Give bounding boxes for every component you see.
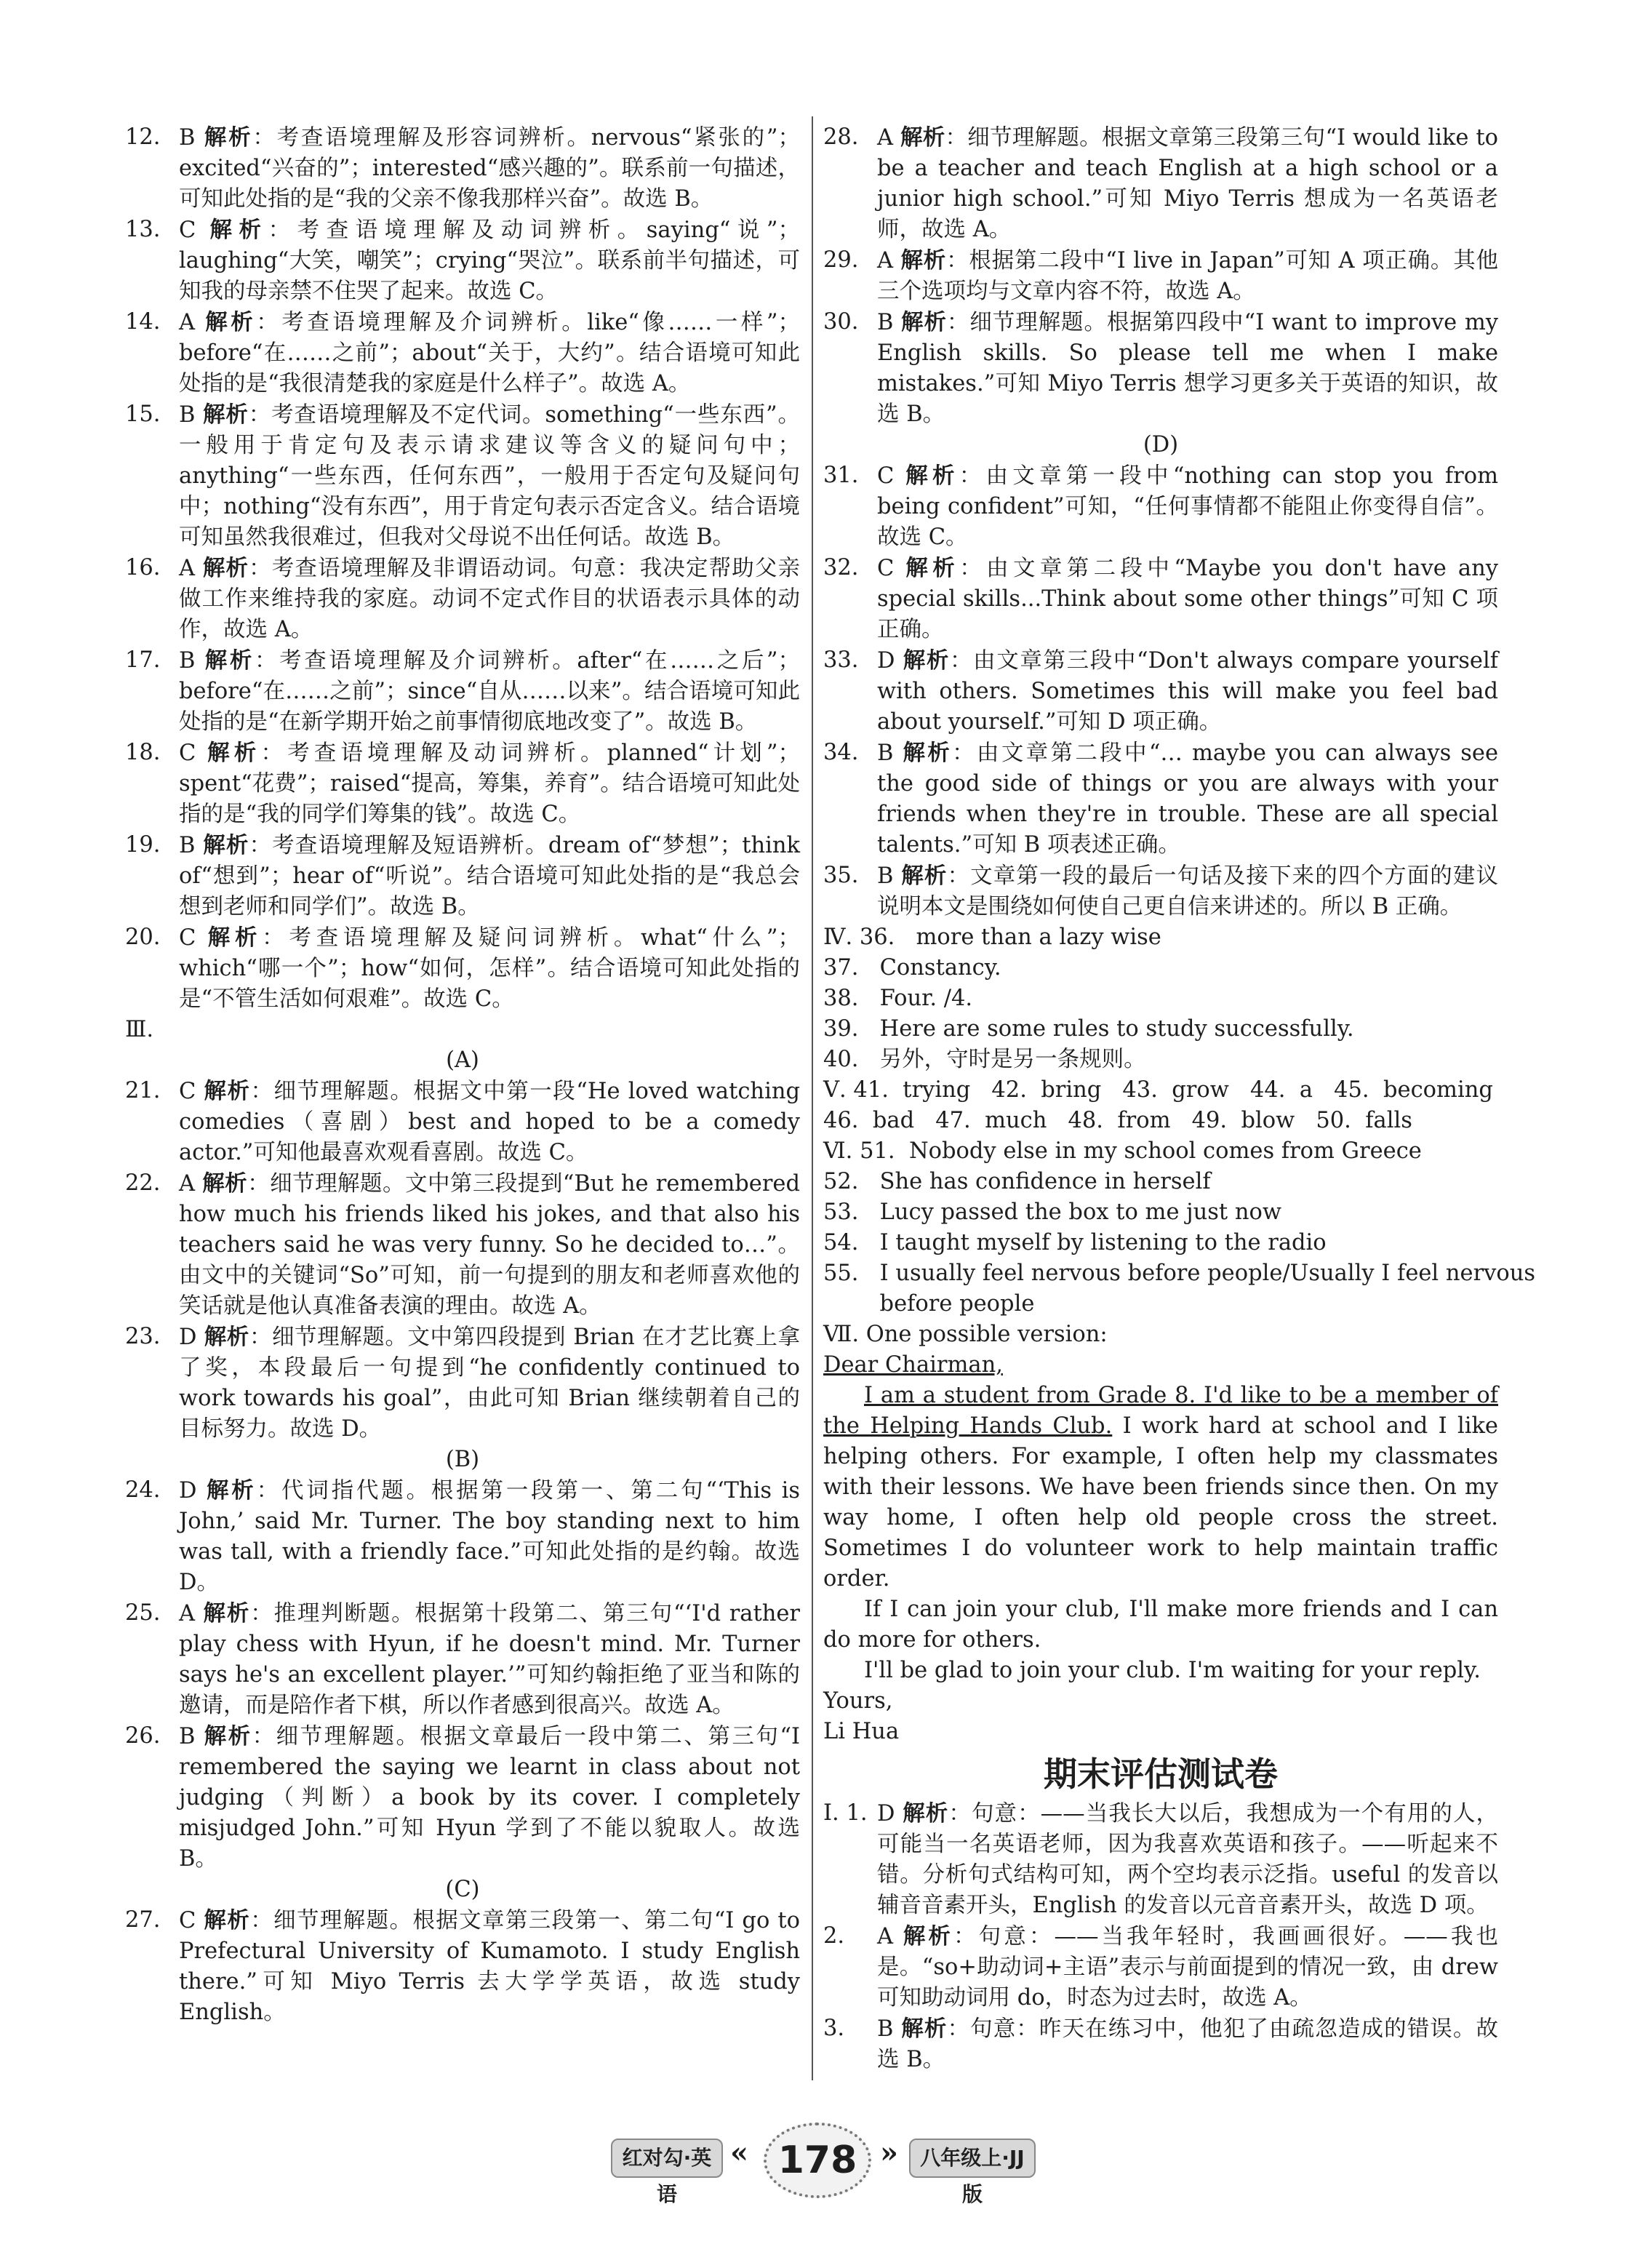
passage-label: (A) (446, 1047, 479, 1073)
answer-explanation: C 解析：细节理解题。根据文中第一段“He loved watching comedies（喜剧）best and hoped to be a comedy actor.”可知他最喜欢观看喜剧。故选 C。 (179, 1078, 800, 1165)
answer-explanation: C 解析：由文章第二段中“Maybe you don't have any special skills...Think about some other things”可知 C 项正确。 (877, 555, 1498, 642)
right-column (823, 122, 1536, 2075)
answer-entry (125, 1721, 800, 1874)
question-number: 28. (823, 124, 859, 150)
answer-explanation: B 解析：由文章第二段中“… maybe you can always see the good side of things or you are always with your friends when they're in trouble. These are all special talents.”可知 B 项表述正确。 (877, 740, 1499, 858)
question-number: 24. (125, 1477, 161, 1503)
answer-entry (125, 122, 800, 215)
answer-explanation: A 解析：考查语境理解及介词辨析。like“像……一样”；before“在……之前”；about“关于，大约”。结合语境可知此处指的是“我很清楚我的家庭是什么样子”。故选 A。 (179, 309, 801, 396)
answer-entry (823, 553, 1498, 645)
question-number: 17. (125, 647, 161, 673)
question-number: 13. (125, 217, 161, 242)
answer-explanation: D 解析：细节理解题。文中第四段提到 Brian 在才艺比赛上拿了奖，本段最后一句提到“he confidently continued to work towards his goal”，由此可知 Brian 继续朝着自己的目标努力。故选 D。 (179, 1324, 801, 1442)
question-number: 19. (125, 832, 161, 858)
answer-line: Ⅳ. 36. more than a lazy wise (823, 925, 1161, 950)
answer-entry (823, 645, 1498, 738)
answer-entry (823, 1798, 1498, 1921)
answer-entry (823, 1921, 1498, 2013)
question-number: 16. (125, 555, 161, 580)
answer-entry (125, 830, 800, 922)
answer-entry (125, 1905, 800, 2028)
answer-entry (125, 1322, 800, 1445)
answer-line: Ⅶ. One possible version: (823, 1322, 1108, 1347)
letter-paragraph: I'll be glad to join your club. I'm waiting for your reply. (864, 1658, 1481, 1683)
passage-label: (C) (445, 1877, 480, 1902)
question-number: 32. (823, 555, 859, 580)
answer-entry (125, 1475, 800, 1598)
answer-explanation: A 解析：推理判断题。根据第十段第二、第三句“‘I'd rather play chess with Hyun, if he doesn't mind. Mr. Turner says he's an excellent player.’”可知约翰拒绝了亚当和陈的邀请，而是陪作者下棋，所以作者感到很高兴。故选 A。 (179, 1600, 800, 1718)
answer-line: 46. bad 47. much 48. from 49. blow 50. falls (823, 1108, 1412, 1133)
answer-entry (125, 922, 800, 1015)
answer-explanation: B 解析：考查语境理解及形容词辨析。nervous“紧张的”；excited“兴奋的”；interested“感兴趣的”。联系前一句描述，可知此处指的是“我的父亲不像我那样兴奋”。故选 B。 (179, 124, 801, 212)
passage-label: (D) (1143, 432, 1179, 458)
question-number: 26. (125, 1723, 161, 1749)
answer-explanation: B 解析：考查语境理解及介词辨析。after“在……之后”；before“在……之前”；since“自从……以来”。结合语境可知此处指的是“在新学期开始之前事情彻底地改变了”。故选 B。 (179, 647, 801, 735)
answer-explanation: B 解析：文章第一段的最后一句话及接下来的四个方面的建议说明本文是围绕如何使自己更自信来讲述的。所以 B 正确。 (877, 863, 1499, 919)
question-number: 12. (125, 124, 161, 150)
footer-book-title: 红对勾·英语 (611, 2139, 723, 2178)
answer-entry (125, 738, 800, 830)
answer-explanation: A 解析：根据第二段中“I live in Japan”可知 A 项正确。其他三个选项均与文章内容不符，故选 A。 (877, 247, 1498, 304)
answer-explanation: B 解析：考查语境理解及短语辨析。dream of“梦想”；think of“想到”；hear of“听说”。结合语境可知此处指的是“我总会想到老师和同学们”。故选 B。 (179, 832, 801, 919)
answer-explanation: D 解析：句意：——当我长大以后，我想成为一个有用的人，可能当一名英语老师，因为我喜欢英语和孩子。——听起来不错。分析句式结构可知，两个空均表示泛指。useful 的发音以辅音音素开头，English 的发音以元音音素开头，故选 D 项。 (877, 1800, 1499, 1918)
answer-entry (125, 1598, 800, 1721)
footer-right-guillemet: » (880, 2136, 898, 2170)
answer-entry (125, 307, 800, 399)
answer-explanation: C 解析：由文章第一段中“nothing can stop you from being confident”可知，“任何事情都不能阻止你变得自信”。故选 C。 (877, 463, 1498, 550)
answer-entry (823, 738, 1498, 861)
answer-explanation: A 解析：句意：——当我年轻时，我画画很好。——我也是。“so+助动词+主语”表示与前面提到的情况一致，由 drew 可知助动词用 do，时态为过去时，故选 A。 (877, 1923, 1499, 2011)
question-number: 34. (823, 740, 859, 765)
question-number: 20. (125, 925, 161, 950)
answer-explanation: A 解析：细节理解题。根据文章第三段第三句“I would like to be a teacher and teach English at a high school or a junior high school.”可知 Miyo Terris 想成为一名英语老师，故选 A。 (877, 124, 1498, 242)
answer-line: 38. Four. /4. (823, 986, 973, 1011)
question-number: 27. (125, 1907, 161, 1933)
answer-line: 39. Here are some rules to study successfully. (823, 1016, 1354, 1042)
letter-paragraph: I am a student from Grade 8. I'd like to be a member of the Helping Hands Club. I work hard at school and I like helping others. For example, I often help my classmates with their lessons. We have been friends since then. On my way home, I often help old people cross the street. Sometimes I do volunteer work to help maintain traffic order. (823, 1383, 1498, 1592)
answer-line: 40. 另外，守时是另一条规则。 (823, 1047, 1146, 1072)
footer-left-guillemet: « (730, 2136, 748, 2170)
question-number: 15. (125, 402, 161, 427)
answer-explanation: B 解析：细节理解题。根据第四段中“I want to improve my English skills. So please tell me when I make mistakes.”可知 Miyo Terris 想学习更多关于英语的知识，故选 B。 (877, 309, 1499, 427)
answer-line: 55. I usually feel nervous before people/Usually I feel nervous (823, 1261, 1536, 1286)
answer-line: 54. I taught myself by listening to the radio (823, 1230, 1327, 1255)
question-number: 22. (125, 1170, 161, 1196)
answer-entry (125, 399, 800, 553)
question-number: 25. (125, 1600, 161, 1626)
answer-entry (823, 122, 1498, 245)
answer-entry (125, 1168, 800, 1322)
question-number: 31. (823, 463, 859, 488)
answer-line: Ⅵ. 51. Nobody else in my school comes from Greece (823, 1138, 1422, 1164)
answer-entry (823, 460, 1498, 553)
answer-line: Ⅴ. 41. trying 42. bring 43. grow 44. a 45. becoming (823, 1077, 1493, 1103)
question-number: 33. (823, 647, 859, 673)
answer-explanation: D 解析：代词指代题。根据第一段第一、第二句“‘This is John,’ said Mr. Turner. The boy standing next to him was tall, with a friendly face.”可知此处指的是约翰。故选 D。 (179, 1477, 800, 1595)
answer-line: Li Hua (823, 1719, 900, 1744)
answer-line: 52. She has confidence in herself (823, 1169, 1211, 1194)
answer-entry (823, 245, 1498, 307)
footer-grade-edition: 八年级上·JJ版 (909, 2139, 1036, 2178)
question-number: 14. (125, 309, 161, 335)
answer-explanation: A 解析：考查语境理解及非谓语动词。句意：我决定帮助父亲做工作来维持我的家庭。动词不定式作目的状语表示具体的动作，故选 A。 (179, 555, 801, 642)
answer-explanation: C 解析：考查语境理解及疑问词辨析。what“什么”；which“哪一个”；how“如何，怎样”。结合语境可知此处指的是“不管生活如何艰难”。故选 C。 (179, 925, 801, 1012)
question-number: 23. (125, 1324, 161, 1349)
question-number: 29. (823, 247, 859, 273)
answer-explanation: B 解析：考查语境理解及不定代词。something“一些东西”。一般用于肯定句及表示请求建议等含义的疑问句中；anything“一些东西，任何东西”，一般用于否定句及疑问句中；nothing“没有东西”，用于肯定句表示否定含义。结合语境可知虽然我很难过，但我对父母说不出任何话。故选 B。 (179, 402, 800, 550)
answer-explanation: C 解析：考查语境理解及动词辨析。planned“计划”；spent“花费”；raised“提高，筹集，养育”。结合语境可知此处指的是“我的同学们筹集的钱”。故选 C。 (179, 740, 800, 827)
answer-entry (823, 307, 1498, 430)
answer-explanation: A 解析：细节理解题。文中第三段提到“But he remembered how much his friends liked his jokes, and that also his teachers said he was very funny. So he decided to…”。由文中的关键词“So”可知，前一句提到的朋友和老师喜欢他的笑话就是他认真准备表演的理由。故选 A。 (179, 1170, 800, 1319)
answer-entry (125, 645, 800, 738)
answer-explanation: C 解析：细节理解题。根据文章第三段第一、第二句“I go to Prefectural University of Kumamoto. I study English there.”可知 Miyo Terris 去大学学英语，故选 study English。 (179, 1907, 801, 2025)
passage-label: (B) (445, 1447, 480, 1472)
answer-line: 53. Lucy passed the box to me just now (823, 1199, 1282, 1225)
answer-entry (125, 1076, 800, 1168)
answer-line: 37. Constancy. (823, 955, 1001, 981)
answer-explanation: B 解析：句意：昨天在练习中，他犯了由疏忽造成的错误。故选 B。 (877, 2016, 1499, 2072)
answer-line: Yours, (823, 1688, 893, 1714)
page-number: 178 (764, 2123, 871, 2198)
answer-explanation: D 解析：由文章第三段中“Don't always compare yourself with others. Sometimes this will make you feel bad about yourself.”可知 D 项正确。 (877, 647, 1499, 735)
letter-salutation: Dear Chairman, (823, 1352, 1003, 1378)
column-divider (812, 116, 813, 2080)
answer-entry (823, 861, 1498, 922)
answer-entry (125, 553, 800, 645)
answer-line: Ⅲ. (125, 1017, 154, 1042)
answer-explanation: B 解析：细节理解题。根据文章最后一段中第二、第三句“I remembered the saying we learnt in class about not judging（判断）a book by its cover. I completely misjudged John.”可知 Hyun 学到了不能以貌取人。故选 B。 (179, 1723, 801, 1872)
left-column (125, 122, 800, 2028)
question-number: 30. (823, 309, 859, 335)
letter-paragraph: If I can join your club, I'll make more friends and I can do more for others. (823, 1597, 1498, 1653)
answer-explanation: C 解析：考查语境理解及动词辨析。saying“说”；laughing“大笑，嘲笑”；crying“哭泣”。联系前半句描述，可知我的母亲禁不住哭了起来。故选 C。 (179, 217, 800, 304)
answer-line: before people (823, 1291, 1035, 1317)
answer-entry (823, 2013, 1498, 2075)
answer-entry (125, 215, 800, 307)
section-title: 期末评估测试卷 (1044, 1754, 1278, 1794)
page-footer (0, 2109, 1632, 2206)
question-number: 21. (125, 1078, 161, 1103)
question-number: Ⅰ. 1. (823, 1800, 868, 1826)
question-number: 35. (823, 863, 859, 888)
question-number: 2. (823, 1923, 845, 1949)
question-number: 18. (125, 740, 161, 765)
question-number: 3. (823, 2016, 845, 2041)
